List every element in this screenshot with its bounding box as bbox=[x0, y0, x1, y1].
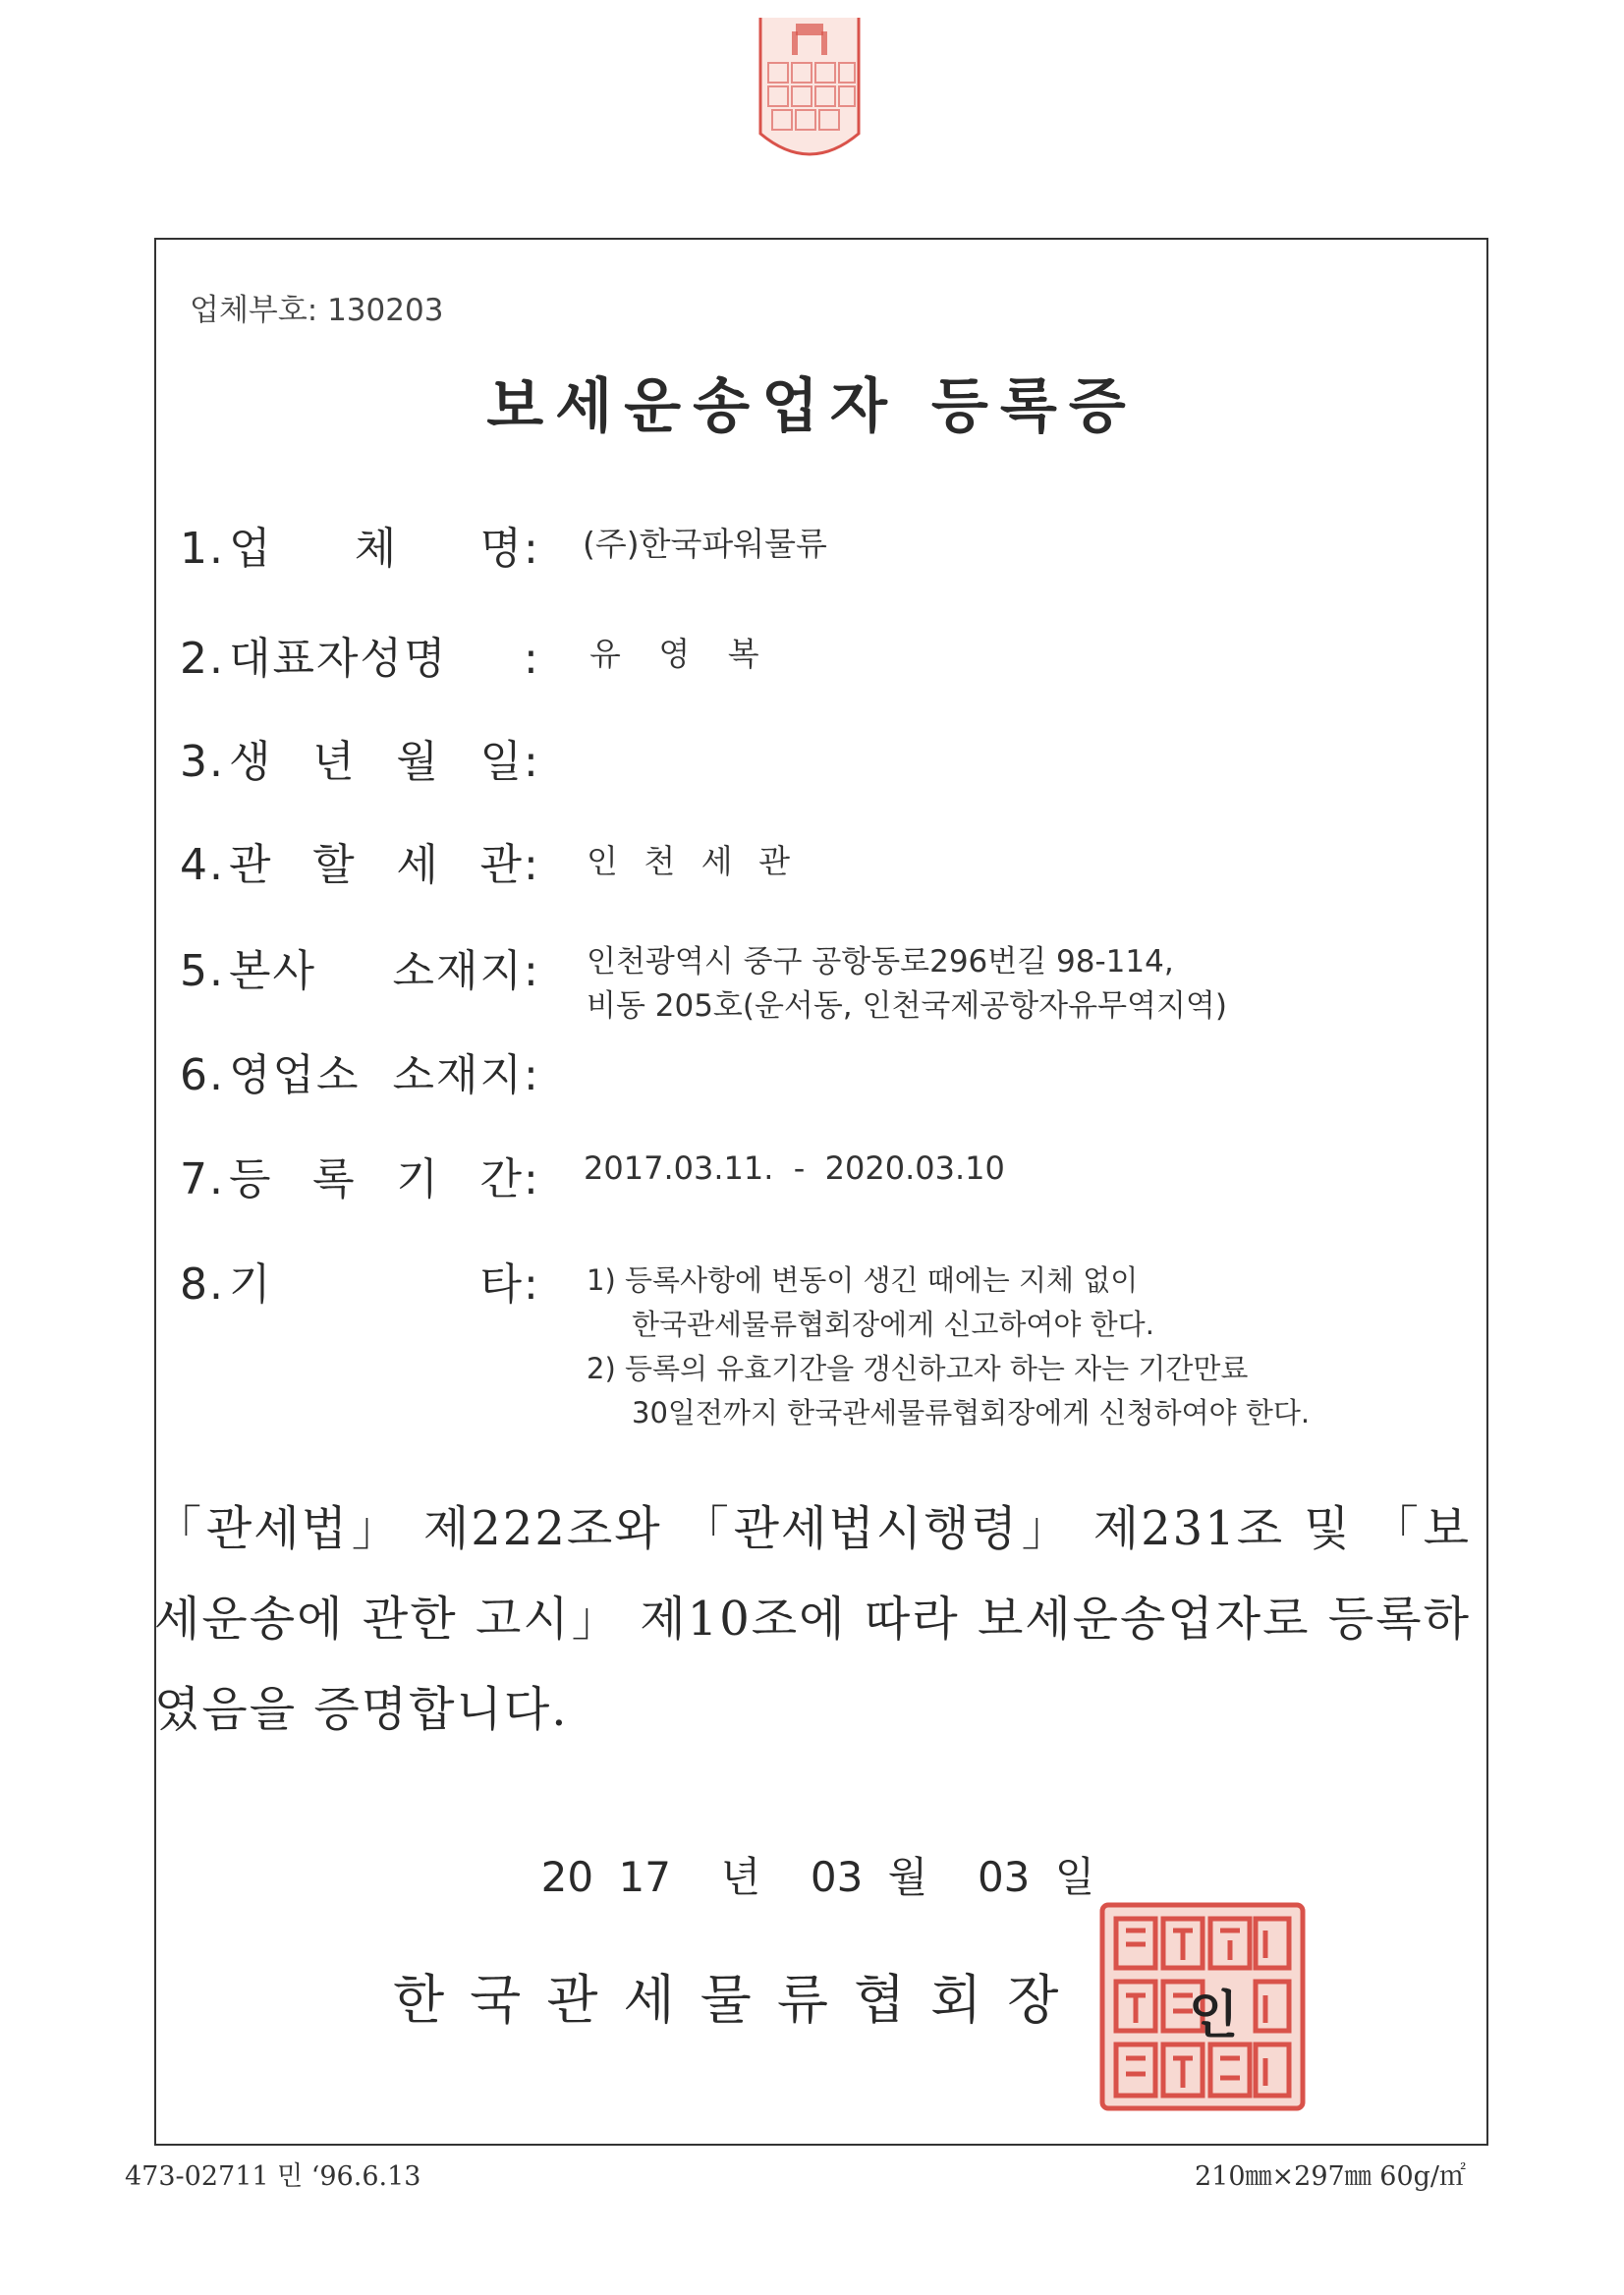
note-line: 1) 등록사항에 변동이 생긴 때에는 지체 없이 bbox=[587, 1263, 1139, 1297]
field-company-name-label: 1.업 체 명: bbox=[180, 524, 540, 574]
field-branch-office-label: 6.영업소 소재지: bbox=[180, 1050, 540, 1100]
form-number: 473-02711 민 ‘96.6.13 bbox=[125, 2161, 421, 2192]
note-line: 2) 등록의 유효기간을 갱신하고자 하는 자는 기간만료 bbox=[587, 1352, 1249, 1385]
field-other-label: 8.기 타: bbox=[180, 1259, 540, 1310]
field-birthdate-label: 3.생 년 월 일: bbox=[180, 737, 540, 787]
note-line: 한국관세물류협회장에게 신고하여야 한다. bbox=[632, 1308, 1154, 1341]
field-registration-period-value: 2017.03.11. - 2020.03.10 bbox=[584, 1149, 1005, 1187]
field-representative-value: 유 영 복 bbox=[589, 635, 773, 673]
field-head-office-label: 5.본사 소재지: bbox=[180, 946, 540, 996]
issue-date: 20 17 년 03 월 03 일 bbox=[540, 1853, 1095, 1901]
company-code: 업체부호: 130203 bbox=[190, 293, 444, 328]
head-office-address-line1: 인천광역시 중구 공항동로296번길 98-114, bbox=[587, 944, 1174, 980]
document-title: 보세운송업자 등록증 bbox=[486, 372, 1138, 441]
issuer-seal bbox=[1098, 1901, 1307, 2112]
head-office-address-line2: 비동 205호(운서동, 인천국제공항자유무역지역) bbox=[587, 988, 1227, 1024]
field-customs-office-label: 4.관 할 세 관: bbox=[180, 840, 540, 890]
issuer-name: 한국관세물류협회장 bbox=[393, 1969, 1085, 2031]
top-official-seal bbox=[755, 18, 865, 165]
field-registration-period-label: 7.등 록 기 간: bbox=[180, 1154, 540, 1204]
field-other-notes bbox=[587, 1259, 1310, 1435]
paper-spec: 210㎜×297㎜ 60g/㎡ bbox=[1195, 2161, 1467, 2192]
field-customs-office-value: 인 천 세 관 bbox=[587, 842, 798, 880]
note-line: 30일전까지 한국관세물류협회장에게 신청하여야 한다. bbox=[632, 1396, 1311, 1429]
field-company-name-value: (주)한국파워물류 bbox=[583, 525, 827, 563]
field-representative-label: 2.대표자성명 : bbox=[180, 634, 540, 684]
seal-mark-char: 인 bbox=[1189, 1987, 1239, 2045]
field-head-office-value bbox=[587, 940, 1227, 1029]
certification-statement: 「관세법」 제222조와 「관세법시행령」 제231조 및 「보세운송에 관한 고시」 제10조에 따라 보세운송업자로 등록하였음을 증명합니다. bbox=[154, 1501, 1471, 1737]
